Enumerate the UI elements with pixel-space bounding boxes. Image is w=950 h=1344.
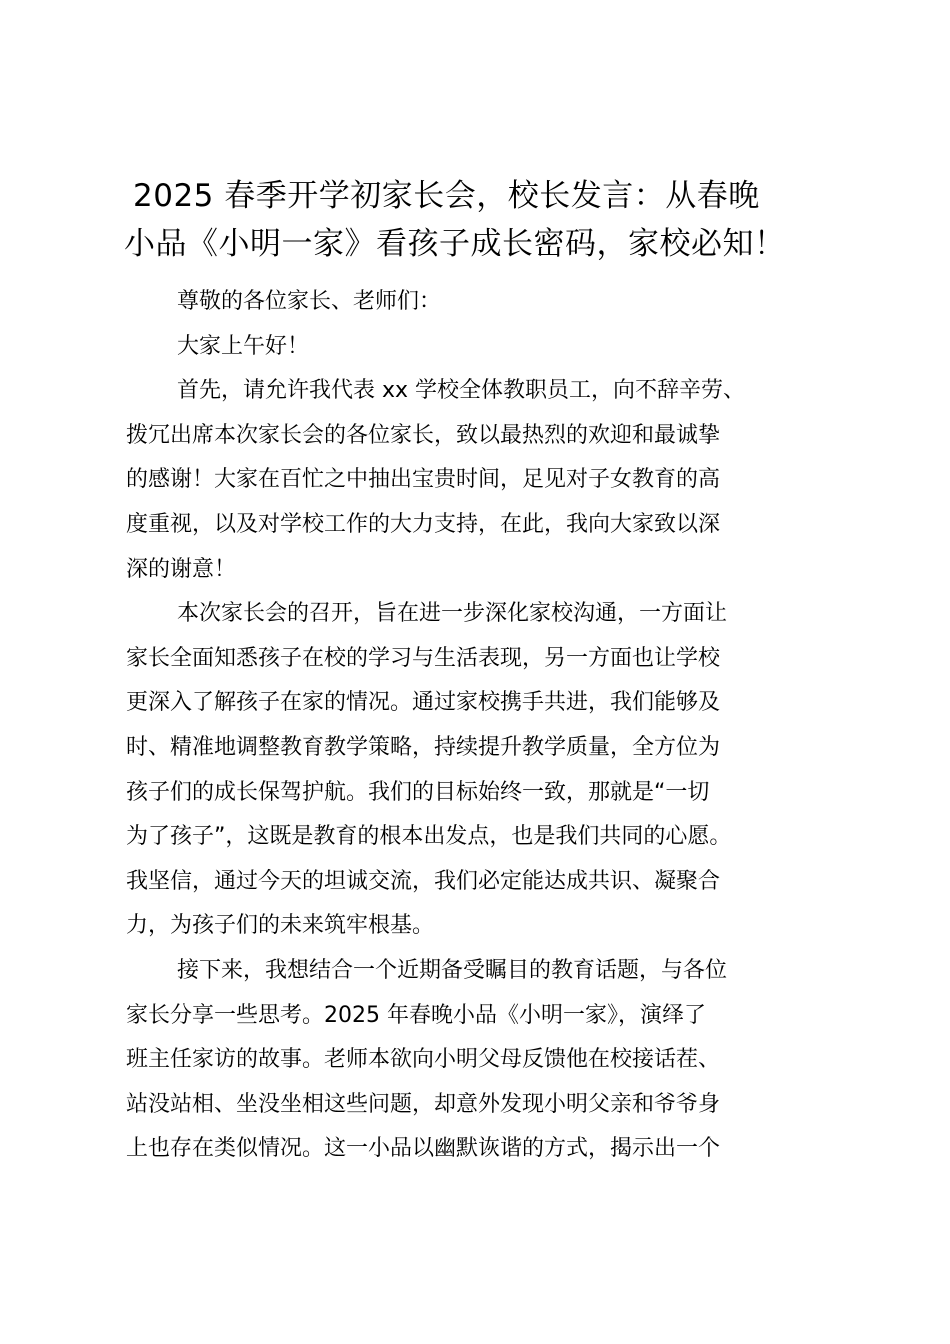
paragraph-line: 的感谢！大家在百忙之中抽出宝贵时间，足见对子女教育的高	[126, 467, 721, 493]
paragraph-line: 接下来，我想结合一个近期备受瞩目的教育话题，与各位	[177, 957, 728, 983]
paragraph-line: 孩子们的成长保驾护航。我们的目标始终一致，那就是“一切	[126, 779, 710, 805]
document-body	[126, 280, 846, 1172]
paragraph-line: 站没站相、坐没坐相这些问题，却意外发现小明父亲和爷爷身	[126, 1091, 721, 1117]
document-title	[120, 172, 840, 268]
paragraph-line: 力，为孩子们的未来筑牢根基。	[126, 913, 435, 939]
paragraph-line: 上也存在类似情况。这一小品以幽默诙谐的方式，揭示出一个	[126, 1136, 721, 1162]
paragraph-line: 班主任家访的故事。老师本欲向小明父母反馈他在校接话茬、	[126, 1047, 721, 1073]
paragraph-line: 拨冗出席本次家长会的各位家长，致以最热烈的欢迎和最诚挚	[126, 422, 721, 448]
salutation: 尊敬的各位家长、老师们：	[177, 289, 442, 314]
paragraph-line: 度重视，以及对学校工作的大力支持，在此，我向大家致以深	[126, 511, 721, 537]
paragraph-line: 首先，请允许我代表 xx 学校全体教职员工，向不辞辛劳、	[177, 378, 746, 404]
title-line: 小品《小明一家》看孩子成长密码，家校必知！	[124, 226, 786, 262]
paragraph-line: 为了孩子”，这既是教育的根本出发点，也是我们共同的心愿。	[126, 824, 732, 850]
paragraph-line: 家长分享一些思考。2025 年春晚小品《小明一家》，演绎了	[126, 1002, 706, 1028]
paragraph-line: 本次家长会的召开，旨在进一步深化家校沟通，一方面让	[177, 601, 728, 627]
paragraph-line: 更深入了解孩子在家的情况。通过家校携手共进，我们能够及	[126, 690, 721, 716]
paragraph-line: 家长全面知悉孩子在校的学习与生活表现，另一方面也让学校	[126, 645, 721, 671]
greeting: 大家上午好！	[177, 333, 310, 359]
paragraph-line: 我坚信，通过今天的坦诚交流，我们必定能达成共识、凝聚合	[126, 868, 721, 894]
paragraph-line: 时、精准地调整教育教学策略，持续提升教学质量，全方位为	[126, 734, 721, 760]
title-line: 2025 春季开学初家长会，校长发言：从春晚	[133, 178, 760, 214]
paragraph-line: 深的谢意！	[126, 556, 237, 582]
